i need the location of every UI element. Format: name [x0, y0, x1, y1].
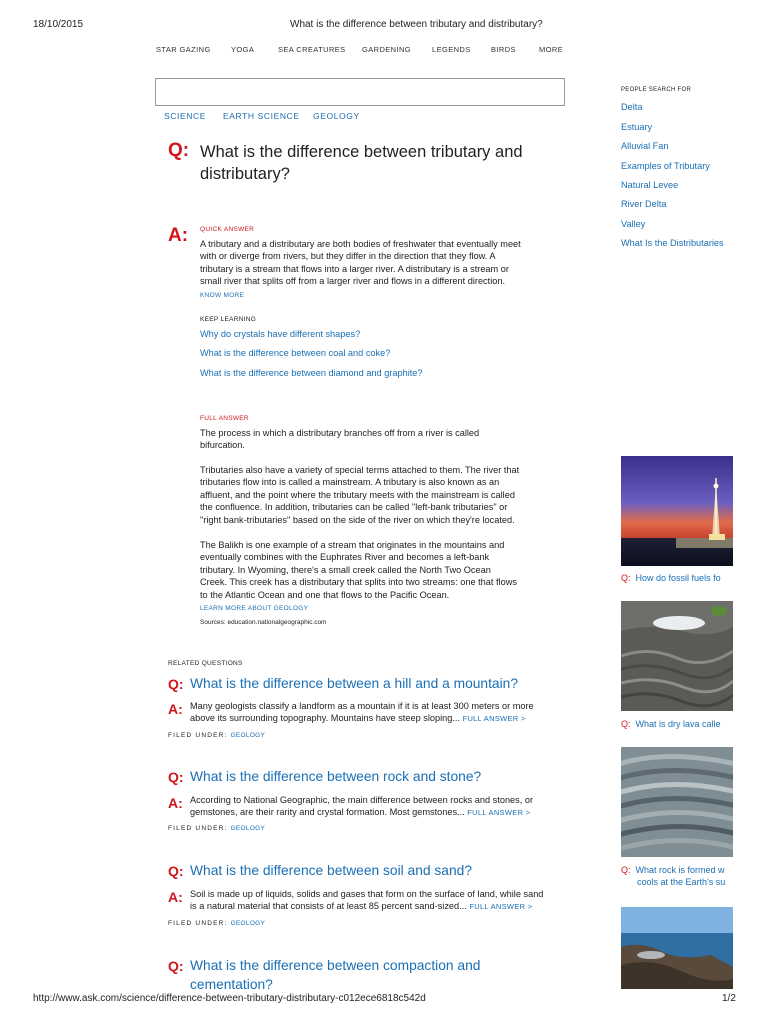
full-answer-paragraph: Tributaries also have a variety of special terms attached to them. The river that tributaries flow into is called a mainstream. A tributary is also known as an affluent, and the point where the tributary meets with the mainstream is called the confluence. In addition, tributaries can be called "left-bank tributaries" or "right bank-tributaries" based on the side of the river on which they're located.	[200, 465, 520, 525]
full-answer-link[interactable]: FULL ANSWER >	[462, 714, 526, 724]
nav-item-yoga[interactable]: YOGA	[231, 45, 255, 54]
related-question-title[interactable]: What is the difference between rock and stone?	[190, 769, 482, 784]
related-answer-text: According to National Geographic, the main difference between rocks and stones, or gemstones, are their rarity and crystal formation. Most gemstones... FULL ANSWER >	[190, 795, 534, 818]
related-question-title[interactable]: What is the difference between a hill and a mountain?	[190, 676, 519, 691]
sidebar-link[interactable]: Estuary	[621, 122, 653, 132]
print-date: 18/10/2015	[33, 19, 84, 30]
keep-learning-link[interactable]: What is the difference between diamond and graphite?	[200, 368, 423, 378]
filed-under-tag[interactable]: GEOLOGY	[230, 825, 266, 832]
related-question-marker: Q:	[168, 863, 184, 879]
sidebar-link[interactable]: Examples of Tributary	[621, 161, 710, 171]
sidebar-link[interactable]: Valley	[621, 219, 646, 229]
know-more-link[interactable]: KNOW MORE	[200, 292, 245, 299]
question-marker: Q:	[168, 140, 190, 161]
related-answer-marker: A:	[168, 701, 183, 717]
related-answer-marker: A:	[168, 889, 183, 905]
nav-item-more[interactable]: MORE	[539, 45, 564, 54]
filed-under: FILED UNDER: GEOLOGY	[168, 732, 266, 739]
sidebar-card-question[interactable]: Q: What rock is formed w cools at the Earth's su	[621, 865, 726, 887]
card-image-lava[interactable]	[621, 601, 733, 711]
related-question-marker: Q:	[168, 769, 184, 785]
filed-under-tag[interactable]: GEOLOGY	[230, 732, 266, 739]
sidebar-link[interactable]: Natural Levee	[621, 180, 679, 190]
filed-under: FILED UNDER: GEOLOGY	[168, 825, 266, 832]
sidebar-link[interactable]: River Delta	[621, 199, 667, 209]
nav-item-star-gazing[interactable]: STAR GAZING	[156, 45, 211, 54]
related-question-marker: Q:	[168, 958, 184, 974]
nav-item-sea-creatures[interactable]: SEA CREATURES	[278, 45, 346, 54]
full-answer-link[interactable]: FULL ANSWER >	[469, 902, 533, 912]
filed-under-tag[interactable]: GEOLOGY	[230, 920, 266, 927]
full-answer-paragraph: The process in which a distributary branches off from a river is called bifurcation.	[200, 428, 480, 451]
related-answer-text: Many geologists classify a landform as a mountain if it is at least 300 meters or more above its surrounding topography. Mountains have steep sloping... FULL ANSWER >	[190, 701, 534, 724]
card-image-rock[interactable]	[621, 747, 733, 857]
filed-under: FILED UNDER: GEOLOGY	[168, 920, 266, 927]
sidebar-card-question[interactable]: Q: How do fossil fuels fo	[621, 573, 721, 583]
nav-item-legends[interactable]: LEGENDS	[432, 45, 471, 54]
full-answer-link[interactable]: FULL ANSWER >	[467, 808, 531, 818]
quick-answer-label: QUICK ANSWER	[200, 226, 255, 233]
breadcrumb-science[interactable]: SCIENCE	[164, 111, 206, 121]
related-answer-text: Soil is made up of liquids, solids and gases that form on the surface of land, while sand is a natural material that consists of at least 85 percent sand-sized... FULL ANSWER >	[190, 889, 544, 912]
breadcrumb-earth-science[interactable]: EARTH SCIENCE	[223, 111, 300, 121]
sidebar-link[interactable]: Alluvial Fan	[621, 141, 669, 151]
card-image-coast[interactable]	[621, 907, 733, 989]
people-search-label: PEOPLE SEARCH FOR	[621, 87, 692, 93]
nav-item-birds[interactable]: BIRDS	[491, 45, 516, 54]
keep-learning-link[interactable]: Why do crystals have different shapes?	[200, 329, 361, 339]
sidebar-link[interactable]: Delta	[621, 102, 643, 112]
keep-learning-label: KEEP LEARNING	[200, 316, 257, 323]
search-input[interactable]	[155, 78, 565, 106]
answer-marker: A:	[168, 225, 189, 246]
print-page-number: 1/2	[722, 993, 736, 1004]
print-url: http://www.ask.com/science/difference-between-tributary-distributary-c012ece6818c542d	[33, 993, 426, 1004]
keep-learning-link[interactable]: What is the difference between coal and coke?	[200, 348, 391, 358]
full-answer-paragraph: The Balikh is one example of a stream that originates in the mountains and eventually combines with the Euphrates River and becomes a left-bank tributary. In Wyoming, there's a small creek called the North Two Ocean Creek. This creek has a distributary that splits into two streams: one that flows to the Atlantic Ocean and one that flows to the Pacific Ocean.	[200, 540, 517, 600]
related-question-title[interactable]: What is the difference between compaction and	[190, 958, 481, 973]
sidebar-card-question[interactable]: Q: What is dry lava calle	[621, 719, 721, 729]
related-question-title[interactable]: What is the difference between soil and sand?	[190, 863, 472, 878]
nav-item-gardening[interactable]: GARDENING	[362, 45, 412, 54]
related-question-title-cont[interactable]: cementation?	[190, 977, 273, 989]
learn-more-link[interactable]: LEARN MORE ABOUT GEOLOGY	[200, 605, 309, 612]
breadcrumb-geology[interactable]: GEOLOGY	[313, 111, 360, 121]
page-title: What is the difference between tributary and distributary?	[200, 143, 523, 183]
related-questions-label: RELATED QUESTIONS	[168, 660, 243, 667]
quick-answer-text: A tributary and a distributary are both bodies of freshwater that eventually meet with or diverge from rivers, but they differ in the direction that they flow. A tributary is a stream that flows into a larger river. A distributary is a stream or small river that splits off from a larger river and flows in a different direction.	[200, 239, 521, 287]
sources-text: Sources: education.nationalgeographic.com	[200, 619, 327, 626]
card-image-oil-rig[interactable]	[621, 456, 733, 566]
full-answer-label: FULL ANSWER	[200, 415, 249, 422]
related-answer-marker: A:	[168, 795, 183, 811]
print-title: What is the difference between tributary and distributary?	[290, 19, 543, 30]
sidebar-link[interactable]: What Is the Distributaries	[621, 238, 724, 248]
related-question-marker: Q:	[168, 676, 184, 692]
